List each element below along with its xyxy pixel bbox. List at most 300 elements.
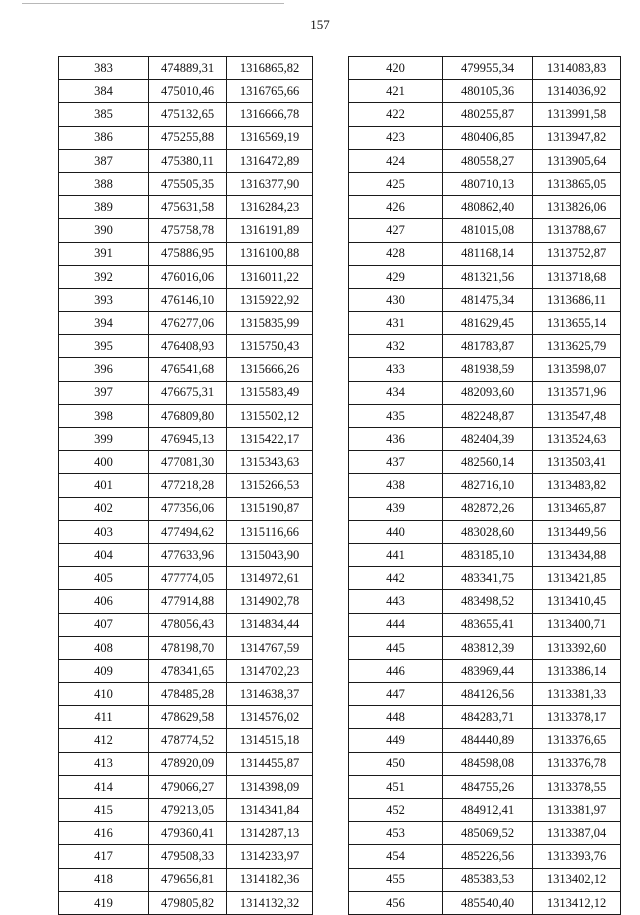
y-coordinate-cell: 1314576,02	[227, 706, 313, 729]
point-number-cell: 441	[349, 543, 443, 566]
table-row	[349, 520, 621, 543]
point-number-cell: 438	[349, 474, 443, 497]
point-number-cell: 391	[59, 242, 149, 265]
y-coordinate-cell: 1313686,11	[533, 288, 621, 311]
x-coordinate-cell: 481321,56	[443, 265, 533, 288]
x-coordinate-cell: 482872,26	[443, 497, 533, 520]
y-coordinate-cell: 1313905,64	[533, 149, 621, 172]
x-coordinate-cell: 482248,87	[443, 404, 533, 427]
table-row	[349, 80, 621, 103]
table-row	[59, 497, 313, 520]
x-coordinate-cell: 483498,52	[443, 590, 533, 613]
y-coordinate-cell: 1314182,36	[227, 868, 313, 891]
table-row	[59, 404, 313, 427]
point-number-cell: 385	[59, 103, 149, 126]
point-number-cell: 402	[59, 497, 149, 520]
x-coordinate-cell: 481938,59	[443, 358, 533, 381]
table-row	[59, 428, 313, 451]
y-coordinate-cell: 1315502,12	[227, 404, 313, 427]
y-coordinate-cell: 1313386,14	[533, 659, 621, 682]
point-number-cell: 429	[349, 265, 443, 288]
y-coordinate-cell: 1313381,33	[533, 683, 621, 706]
table-row	[59, 891, 313, 914]
table-row	[59, 590, 313, 613]
y-coordinate-cell: 1313412,12	[533, 891, 621, 914]
point-number-cell: 426	[349, 196, 443, 219]
table-row	[59, 196, 313, 219]
x-coordinate-cell: 479213,05	[149, 799, 227, 822]
y-coordinate-cell: 1313421,85	[533, 567, 621, 590]
point-number-cell: 395	[59, 335, 149, 358]
x-coordinate-cell: 474889,31	[149, 57, 227, 80]
point-number-cell: 392	[59, 265, 149, 288]
y-coordinate-cell: 1313392,60	[533, 636, 621, 659]
table-row	[59, 172, 313, 195]
y-coordinate-cell: 1313752,87	[533, 242, 621, 265]
point-number-cell: 387	[59, 149, 149, 172]
table-row	[59, 335, 313, 358]
y-coordinate-cell: 1313449,56	[533, 520, 621, 543]
table-row	[349, 659, 621, 682]
table-row	[349, 103, 621, 126]
point-number-cell: 404	[59, 543, 149, 566]
point-number-cell: 403	[59, 520, 149, 543]
table-row	[59, 613, 313, 636]
point-number-cell: 434	[349, 381, 443, 404]
point-number-cell: 449	[349, 729, 443, 752]
y-coordinate-cell: 1315583,49	[227, 381, 313, 404]
x-coordinate-cell: 481168,14	[443, 242, 533, 265]
y-coordinate-cell: 1313503,41	[533, 451, 621, 474]
table-row	[349, 683, 621, 706]
x-coordinate-cell: 478198,70	[149, 636, 227, 659]
table-row	[59, 219, 313, 242]
x-coordinate-cell: 477081,30	[149, 451, 227, 474]
y-coordinate-cell: 1314341,84	[227, 799, 313, 822]
y-coordinate-cell: 1313400,71	[533, 613, 621, 636]
table-row	[59, 729, 313, 752]
x-coordinate-cell: 479805,82	[149, 891, 227, 914]
point-number-cell: 448	[349, 706, 443, 729]
x-coordinate-cell: 476277,06	[149, 312, 227, 335]
x-coordinate-cell: 478629,58	[149, 706, 227, 729]
point-number-cell: 442	[349, 567, 443, 590]
table-row	[59, 799, 313, 822]
y-coordinate-cell: 1314972,61	[227, 567, 313, 590]
point-number-cell: 397	[59, 381, 149, 404]
point-number-cell: 455	[349, 868, 443, 891]
table-row	[59, 80, 313, 103]
table-row	[59, 126, 313, 149]
table-row	[349, 149, 621, 172]
coordinates-table-left	[58, 56, 313, 915]
y-coordinate-cell: 1316100,88	[227, 242, 313, 265]
page-number: 157	[310, 17, 330, 32]
y-coordinate-cell: 1313387,04	[533, 822, 621, 845]
table-row	[349, 381, 621, 404]
y-coordinate-cell: 1313655,14	[533, 312, 621, 335]
point-number-cell: 409	[59, 659, 149, 682]
y-coordinate-cell: 1313434,88	[533, 543, 621, 566]
table-row	[349, 288, 621, 311]
point-number-cell: 386	[59, 126, 149, 149]
point-number-cell: 436	[349, 428, 443, 451]
point-number-cell: 388	[59, 172, 149, 195]
point-number-cell: 452	[349, 799, 443, 822]
table-row	[349, 358, 621, 381]
y-coordinate-cell: 1313381,97	[533, 799, 621, 822]
y-coordinate-cell: 1314638,37	[227, 683, 313, 706]
y-coordinate-cell: 1314036,92	[533, 80, 621, 103]
point-number-cell: 415	[59, 799, 149, 822]
x-coordinate-cell: 478341,65	[149, 659, 227, 682]
point-number-cell: 430	[349, 288, 443, 311]
table-row	[349, 543, 621, 566]
x-coordinate-cell: 484126,56	[443, 683, 533, 706]
x-coordinate-cell: 480255,87	[443, 103, 533, 126]
table-row	[349, 451, 621, 474]
table-row	[59, 752, 313, 775]
table-row	[59, 265, 313, 288]
x-coordinate-cell: 479656,81	[149, 868, 227, 891]
x-coordinate-cell: 476675,31	[149, 381, 227, 404]
x-coordinate-cell: 475886,95	[149, 242, 227, 265]
x-coordinate-cell: 480558,27	[443, 149, 533, 172]
table-row	[59, 775, 313, 798]
x-coordinate-cell: 480710,13	[443, 172, 533, 195]
x-coordinate-cell: 478485,28	[149, 683, 227, 706]
point-number-cell: 421	[349, 80, 443, 103]
table-row	[59, 868, 313, 891]
header-rule	[22, 3, 284, 4]
x-coordinate-cell: 479508,33	[149, 845, 227, 868]
y-coordinate-cell: 1313524,63	[533, 428, 621, 451]
table-row	[349, 636, 621, 659]
y-coordinate-cell: 1313465,87	[533, 497, 621, 520]
point-number-cell: 394	[59, 312, 149, 335]
point-number-cell: 413	[59, 752, 149, 775]
point-number-cell: 412	[59, 729, 149, 752]
x-coordinate-cell: 484912,41	[443, 799, 533, 822]
x-coordinate-cell: 485226,56	[443, 845, 533, 868]
y-coordinate-cell: 1314287,13	[227, 822, 313, 845]
y-coordinate-cell: 1315666,26	[227, 358, 313, 381]
point-number-cell: 454	[349, 845, 443, 868]
y-coordinate-cell: 1313378,55	[533, 775, 621, 798]
y-coordinate-cell: 1315343,63	[227, 451, 313, 474]
point-number-cell: 453	[349, 822, 443, 845]
y-coordinate-cell: 1315116,66	[227, 520, 313, 543]
x-coordinate-cell: 480862,40	[443, 196, 533, 219]
x-coordinate-cell: 475380,11	[149, 149, 227, 172]
table-row	[349, 497, 621, 520]
table-row	[349, 567, 621, 590]
point-number-cell: 424	[349, 149, 443, 172]
x-coordinate-cell: 477356,06	[149, 497, 227, 520]
table-row	[349, 172, 621, 195]
y-coordinate-cell: 1316666,78	[227, 103, 313, 126]
table-row	[59, 636, 313, 659]
x-coordinate-cell: 482560,14	[443, 451, 533, 474]
table-row	[349, 891, 621, 914]
x-coordinate-cell: 485383,53	[443, 868, 533, 891]
point-number-cell: 456	[349, 891, 443, 914]
x-coordinate-cell: 483969,44	[443, 659, 533, 682]
point-number-cell: 440	[349, 520, 443, 543]
point-number-cell: 420	[349, 57, 443, 80]
table-row	[59, 149, 313, 172]
point-number-cell: 399	[59, 428, 149, 451]
x-coordinate-cell: 485069,52	[443, 822, 533, 845]
y-coordinate-cell: 1314233,97	[227, 845, 313, 868]
x-coordinate-cell: 484283,71	[443, 706, 533, 729]
x-coordinate-cell: 480105,36	[443, 80, 533, 103]
x-coordinate-cell: 476945,13	[149, 428, 227, 451]
table-row	[349, 706, 621, 729]
y-coordinate-cell: 1313826,06	[533, 196, 621, 219]
table-row	[59, 659, 313, 682]
x-coordinate-cell: 477494,62	[149, 520, 227, 543]
y-coordinate-cell: 1314767,59	[227, 636, 313, 659]
table-row	[59, 520, 313, 543]
point-number-cell: 419	[59, 891, 149, 914]
y-coordinate-cell: 1315835,99	[227, 312, 313, 335]
point-number-cell: 423	[349, 126, 443, 149]
table-row	[349, 752, 621, 775]
point-number-cell: 435	[349, 404, 443, 427]
x-coordinate-cell: 481475,34	[443, 288, 533, 311]
table-row	[349, 799, 621, 822]
table-row	[349, 868, 621, 891]
point-number-cell: 417	[59, 845, 149, 868]
y-coordinate-cell: 1316472,89	[227, 149, 313, 172]
x-coordinate-cell: 479066,27	[149, 775, 227, 798]
x-coordinate-cell: 482716,10	[443, 474, 533, 497]
table-row	[59, 543, 313, 566]
y-coordinate-cell: 1313718,68	[533, 265, 621, 288]
point-number-cell: 418	[59, 868, 149, 891]
x-coordinate-cell: 477774,05	[149, 567, 227, 590]
table-row	[349, 845, 621, 868]
x-coordinate-cell: 477633,96	[149, 543, 227, 566]
x-coordinate-cell: 482093,60	[443, 381, 533, 404]
point-number-cell: 393	[59, 288, 149, 311]
y-coordinate-cell: 1315922,92	[227, 288, 313, 311]
point-number-cell: 451	[349, 775, 443, 798]
point-number-cell: 411	[59, 706, 149, 729]
point-number-cell: 446	[349, 659, 443, 682]
table-row	[59, 567, 313, 590]
table-row	[349, 428, 621, 451]
table-row	[59, 822, 313, 845]
y-coordinate-cell: 1316569,19	[227, 126, 313, 149]
y-coordinate-cell: 1314455,87	[227, 752, 313, 775]
y-coordinate-cell: 1315043,90	[227, 543, 313, 566]
x-coordinate-cell: 483028,60	[443, 520, 533, 543]
x-coordinate-cell: 480406,85	[443, 126, 533, 149]
y-coordinate-cell: 1313865,05	[533, 172, 621, 195]
table-row	[349, 219, 621, 242]
x-coordinate-cell: 483655,41	[443, 613, 533, 636]
point-number-cell: 444	[349, 613, 443, 636]
y-coordinate-cell: 1313547,48	[533, 404, 621, 427]
point-number-cell: 396	[59, 358, 149, 381]
point-number-cell: 445	[349, 636, 443, 659]
table-row	[349, 613, 621, 636]
y-coordinate-cell: 1313376,78	[533, 752, 621, 775]
table-row	[349, 335, 621, 358]
point-number-cell: 400	[59, 451, 149, 474]
point-number-cell: 408	[59, 636, 149, 659]
x-coordinate-cell: 475010,46	[149, 80, 227, 103]
table-row	[349, 404, 621, 427]
x-coordinate-cell: 485540,40	[443, 891, 533, 914]
point-number-cell: 431	[349, 312, 443, 335]
point-number-cell: 447	[349, 683, 443, 706]
table-row	[349, 474, 621, 497]
x-coordinate-cell: 476541,68	[149, 358, 227, 381]
table-row	[349, 242, 621, 265]
table-row	[59, 358, 313, 381]
x-coordinate-cell: 476809,80	[149, 404, 227, 427]
x-coordinate-cell: 484598,08	[443, 752, 533, 775]
y-coordinate-cell: 1313571,96	[533, 381, 621, 404]
point-number-cell: 427	[349, 219, 443, 242]
y-coordinate-cell: 1313393,76	[533, 845, 621, 868]
y-coordinate-cell: 1313483,82	[533, 474, 621, 497]
y-coordinate-cell: 1316191,89	[227, 219, 313, 242]
y-coordinate-cell: 1315266,53	[227, 474, 313, 497]
point-number-cell: 398	[59, 404, 149, 427]
x-coordinate-cell: 482404,39	[443, 428, 533, 451]
point-number-cell: 428	[349, 242, 443, 265]
table-row	[59, 288, 313, 311]
y-coordinate-cell: 1314902,78	[227, 590, 313, 613]
table-row	[349, 590, 621, 613]
y-coordinate-cell: 1313378,17	[533, 706, 621, 729]
y-coordinate-cell: 1314083,83	[533, 57, 621, 80]
x-coordinate-cell: 476016,06	[149, 265, 227, 288]
y-coordinate-cell: 1313991,58	[533, 103, 621, 126]
table-row	[349, 775, 621, 798]
point-number-cell: 422	[349, 103, 443, 126]
point-number-cell: 405	[59, 567, 149, 590]
y-coordinate-cell: 1313598,07	[533, 358, 621, 381]
coordinates-table-right	[348, 56, 621, 915]
table-row	[349, 822, 621, 845]
x-coordinate-cell: 476408,93	[149, 335, 227, 358]
y-coordinate-cell: 1314132,32	[227, 891, 313, 914]
table-row	[349, 57, 621, 80]
table-row	[59, 451, 313, 474]
point-number-cell: 433	[349, 358, 443, 381]
x-coordinate-cell: 476146,10	[149, 288, 227, 311]
point-number-cell: 383	[59, 57, 149, 80]
y-coordinate-cell: 1314834,44	[227, 613, 313, 636]
table-row	[59, 845, 313, 868]
point-number-cell: 439	[349, 497, 443, 520]
y-coordinate-cell: 1314398,09	[227, 775, 313, 798]
x-coordinate-cell: 481015,08	[443, 219, 533, 242]
point-number-cell: 416	[59, 822, 149, 845]
table-row	[59, 381, 313, 404]
point-number-cell: 437	[349, 451, 443, 474]
x-coordinate-cell: 477914,88	[149, 590, 227, 613]
table-row	[349, 126, 621, 149]
x-coordinate-cell: 475255,88	[149, 126, 227, 149]
point-number-cell: 389	[59, 196, 149, 219]
x-coordinate-cell: 478920,09	[149, 752, 227, 775]
y-coordinate-cell: 1314515,18	[227, 729, 313, 752]
x-coordinate-cell: 475505,35	[149, 172, 227, 195]
x-coordinate-cell: 484755,26	[443, 775, 533, 798]
y-coordinate-cell: 1315750,43	[227, 335, 313, 358]
point-number-cell: 407	[59, 613, 149, 636]
x-coordinate-cell: 475132,65	[149, 103, 227, 126]
x-coordinate-cell: 475758,78	[149, 219, 227, 242]
table-row	[59, 57, 313, 80]
table-row	[349, 196, 621, 219]
x-coordinate-cell: 481629,45	[443, 312, 533, 335]
y-coordinate-cell: 1316377,90	[227, 172, 313, 195]
y-coordinate-cell: 1313402,12	[533, 868, 621, 891]
x-coordinate-cell: 483812,39	[443, 636, 533, 659]
point-number-cell: 410	[59, 683, 149, 706]
table-row	[349, 729, 621, 752]
y-coordinate-cell: 1315190,87	[227, 497, 313, 520]
point-number-cell: 425	[349, 172, 443, 195]
x-coordinate-cell: 478056,43	[149, 613, 227, 636]
y-coordinate-cell: 1316284,23	[227, 196, 313, 219]
y-coordinate-cell: 1313625,79	[533, 335, 621, 358]
x-coordinate-cell: 477218,28	[149, 474, 227, 497]
point-number-cell: 406	[59, 590, 149, 613]
point-number-cell: 401	[59, 474, 149, 497]
table-row	[59, 474, 313, 497]
point-number-cell: 432	[349, 335, 443, 358]
table-row	[59, 312, 313, 335]
table-row	[59, 706, 313, 729]
point-number-cell: 390	[59, 219, 149, 242]
table-row	[349, 265, 621, 288]
point-number-cell: 384	[59, 80, 149, 103]
y-coordinate-cell: 1316011,22	[227, 265, 313, 288]
x-coordinate-cell: 484440,89	[443, 729, 533, 752]
x-coordinate-cell: 479360,41	[149, 822, 227, 845]
table-row	[349, 312, 621, 335]
x-coordinate-cell: 479955,34	[443, 57, 533, 80]
table-row	[59, 683, 313, 706]
y-coordinate-cell: 1314702,23	[227, 659, 313, 682]
x-coordinate-cell: 483185,10	[443, 543, 533, 566]
y-coordinate-cell: 1316765,66	[227, 80, 313, 103]
y-coordinate-cell: 1316865,82	[227, 57, 313, 80]
y-coordinate-cell: 1315422,17	[227, 428, 313, 451]
x-coordinate-cell: 483341,75	[443, 567, 533, 590]
x-coordinate-cell: 478774,52	[149, 729, 227, 752]
y-coordinate-cell: 1313410,45	[533, 590, 621, 613]
y-coordinate-cell: 1313788,67	[533, 219, 621, 242]
x-coordinate-cell: 481783,87	[443, 335, 533, 358]
x-coordinate-cell: 475631,58	[149, 196, 227, 219]
point-number-cell: 450	[349, 752, 443, 775]
point-number-cell: 414	[59, 775, 149, 798]
table-row	[59, 242, 313, 265]
y-coordinate-cell: 1313947,82	[533, 126, 621, 149]
y-coordinate-cell: 1313376,65	[533, 729, 621, 752]
point-number-cell: 443	[349, 590, 443, 613]
table-row	[59, 103, 313, 126]
